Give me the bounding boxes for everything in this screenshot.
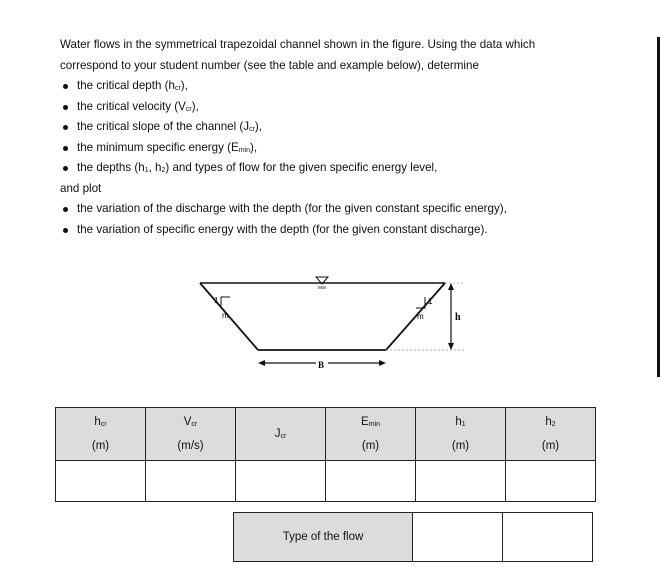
header-h1: $h_1$ (m) (416, 408, 506, 461)
header-vcr: $V_{cr}$ (m/s) (146, 408, 236, 461)
header-jcr: $J_{cr}$ (236, 408, 326, 461)
free-surface-shadow (318, 286, 326, 289)
list-item-energy-plot: the variation of specific energy with the depth (for the given constant discharge). (60, 220, 630, 241)
flow-type-label: Type of the flow (234, 513, 413, 562)
results-value-row (56, 461, 596, 502)
list-item-critical-slope: the critical slope of the channel $(J_{cr})$, (60, 117, 630, 138)
left-slope-triangle (221, 297, 230, 308)
value-h1[interactable] (416, 461, 506, 502)
flow-type-h1[interactable] (413, 513, 503, 562)
left-slope-one: 1 (214, 296, 219, 305)
value-vcr[interactable] (146, 461, 236, 502)
width-arrow-left-icon (258, 360, 265, 366)
header-hcr: $h_{cr}$ (m) (56, 408, 146, 461)
header-emin: $E_{min}$ (m) (326, 408, 416, 461)
list-item-depths: the depths ($h_1$, $h_2$) and types of flow for the given specific energy level, (60, 158, 630, 179)
left-wall (200, 283, 258, 350)
value-hcr[interactable] (56, 461, 146, 502)
left-slope-m: m (222, 311, 229, 320)
intro-line-1: Water flows in the symmetrical trapezoidal channel shown in the figure. Using the data which (60, 38, 536, 51)
results-header-row (56, 408, 596, 461)
results-table (55, 407, 596, 502)
list-item-critical-depth: the critical depth $(h_{cr})$, (60, 76, 630, 97)
flow-type-table (233, 512, 593, 562)
intro-line-2: correspond to your student number (see the table and example below), determine (60, 58, 479, 72)
problem-statement (60, 35, 630, 240)
depth-arrow-up-icon (448, 283, 454, 290)
trapezoid-channel-figure (190, 268, 480, 383)
width-label: B (318, 360, 325, 370)
width-arrow-right-icon (379, 360, 386, 366)
list-item-min-energy: the minimum specific energy $(E_{min})$, (60, 138, 630, 159)
right-slope-one: 1 (428, 297, 433, 306)
value-emin[interactable] (326, 461, 416, 502)
list-item-critical-velocity: the critical velocity $(V_{cr})$, (60, 97, 630, 118)
and-plot-text: and plot (60, 181, 102, 195)
flow-type-h2[interactable] (503, 513, 593, 562)
list-item-discharge-plot: the variation of the discharge with the depth (for the given constant specific energy), (60, 199, 630, 220)
value-jcr[interactable] (236, 461, 326, 502)
depth-label: h (455, 312, 461, 323)
depth-arrow-down-icon (448, 343, 454, 350)
right-slope-m: m (417, 312, 424, 321)
right-wall (386, 283, 445, 350)
flow-type-row (234, 513, 593, 562)
value-h2[interactable] (506, 461, 596, 502)
header-h2: $h_2$ (m) (506, 408, 596, 461)
